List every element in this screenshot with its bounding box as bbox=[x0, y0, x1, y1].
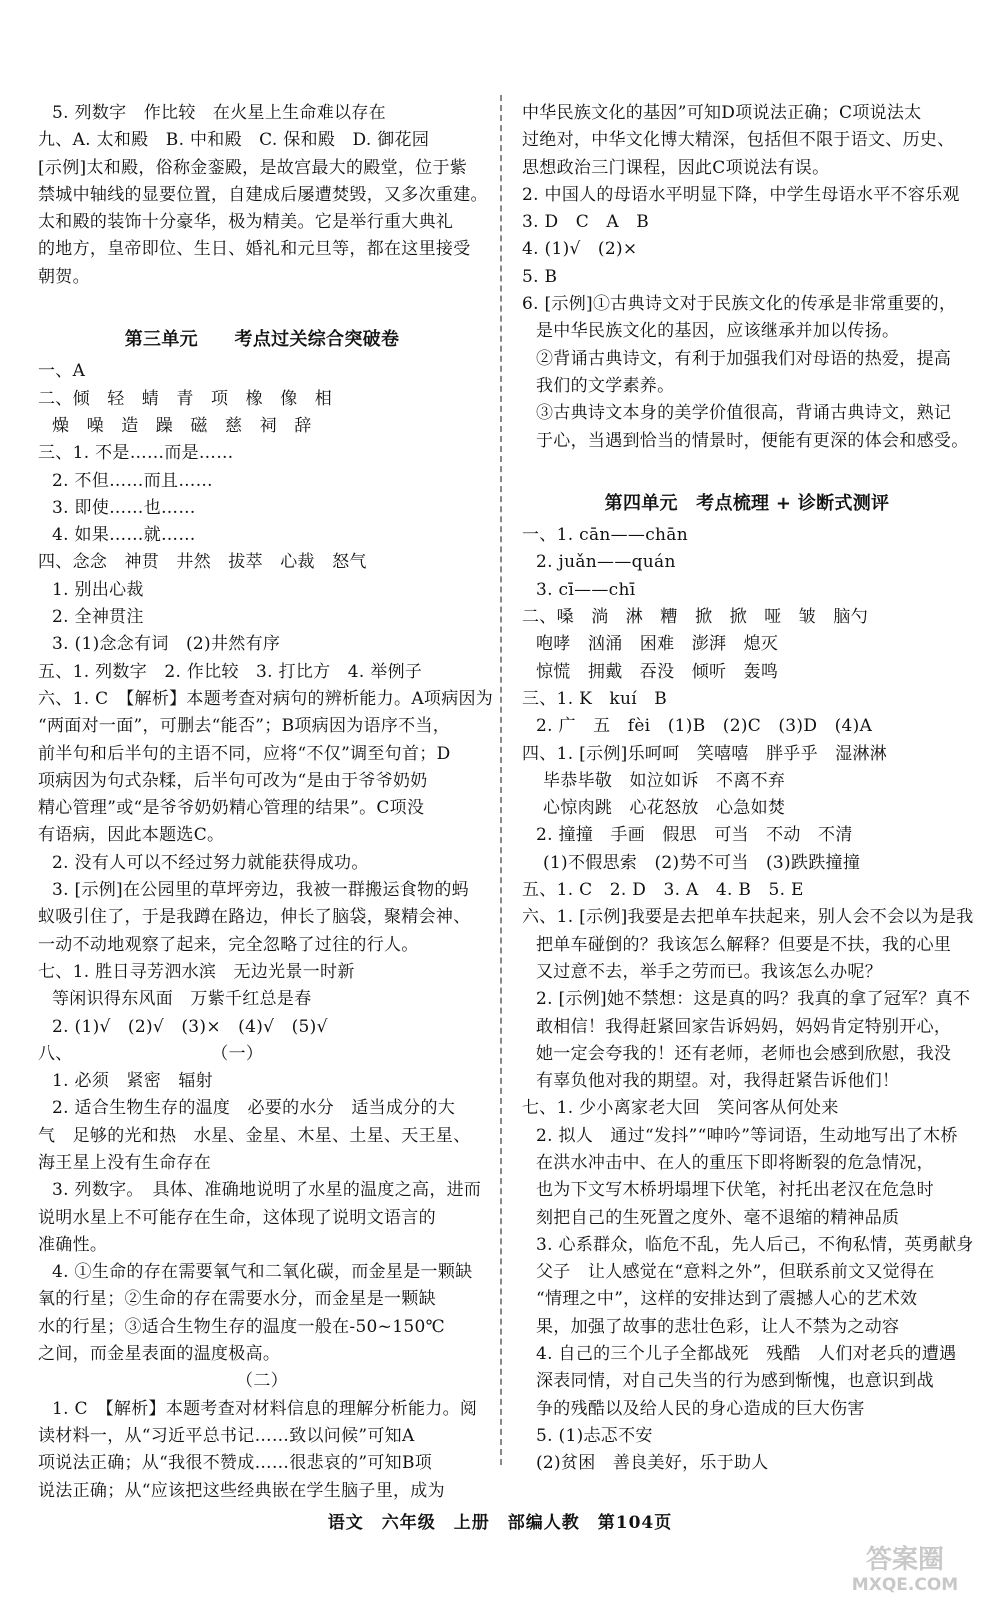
answer-line: 有辜负他对我的期望。对，我得赶紧告诉他们！ bbox=[536, 1071, 900, 1092]
answer-line: 把单车碰倒的？我该怎么解释？但要是不扶，我的心里 bbox=[536, 934, 952, 955]
answer-line: 六、1. [示例]我要是去把单车扶起来，别人会不会以为是我 bbox=[522, 907, 974, 928]
answer-line: 2. 拟人 通过“发抖”“呻吟”等词语，生动地写出了木桥 bbox=[536, 1125, 958, 1146]
answer-line: 也为下文写木桥坍塌埋下伏笔，衬托出老汉在危急时 bbox=[536, 1180, 934, 1201]
answer-line: 之间，而金星表面的温度极高。 bbox=[38, 1344, 281, 1365]
answer-line: 海王星上没有生命存在 bbox=[38, 1152, 211, 1173]
answer-line: “两面对一面”，可删去“能否”；B项病因为语序不当， bbox=[38, 716, 451, 737]
answer-line: 2. 没有人可以不经过努力就能获得成功。 bbox=[52, 852, 369, 873]
answer-line: 准确性。 bbox=[38, 1234, 108, 1255]
answer-line: 深表同情，对自己失当的行为感到惭愧，也意识到战 bbox=[536, 1371, 934, 1392]
answer-line: (1)不假思索 (2)势不可当 (3)跌跌撞撞 bbox=[543, 852, 861, 873]
answer-line: 3. (1)念念有词 (2)井然有序 bbox=[52, 634, 281, 655]
answer-line: 三、1. 不是……而是…… bbox=[38, 443, 234, 464]
answer-line: 七、1. 胜日寻芳泗水滨 无边光景一时新 bbox=[38, 961, 355, 982]
answer-line: 我们的文学素养。 bbox=[536, 375, 675, 396]
answer-line bbox=[522, 455, 972, 482]
answer-line: ②背诵古典诗文，有利于加强我们对母语的热爱，提高 bbox=[536, 348, 952, 369]
answer-line: 的地方，皇帝即位、生日、婚礼和元旦等，都在这里接受 bbox=[38, 239, 471, 260]
answer-line: 2. 适合生物生存的温度 必要的水分 适当成分的大 bbox=[52, 1098, 456, 1119]
answer-line: 3. 即使……也…… bbox=[52, 497, 196, 518]
answer-line: 5. 列数字 作比较 在火星上生命难以存在 bbox=[52, 103, 386, 123]
answer-line: 1. C 【解析】本题考查对材料信息的理解分析能力。阅 bbox=[52, 1398, 478, 1419]
answer-line: 4. (1)√ (2)× bbox=[522, 239, 638, 260]
answer-line: 五、1. C 2. D 3. A 4. B 5. E bbox=[522, 880, 804, 901]
watermark-logo bbox=[830, 1540, 980, 1595]
answer-line: 太和殿的装饰十分豪华，极为精美。它是举行重大典礼 bbox=[38, 212, 454, 233]
page-footer: 语文 六年级 上册 部编人教 第104页 bbox=[327, 1513, 673, 1533]
left-column bbox=[38, 100, 494, 1505]
answer-line: 6. [示例]①古典诗文对于民族文化的传承是非常重要的， bbox=[522, 294, 957, 315]
answer-line: 七、1. 少小离家老大回 笑问客从何处来 bbox=[522, 1098, 839, 1119]
answer-line: 5. (1)忐忑不安 bbox=[536, 1425, 653, 1446]
column-divider bbox=[500, 95, 502, 1465]
answer-line: 九、A. 太和殿 B. 中和殿 C. 保和殿 D. 御花园 bbox=[38, 130, 430, 151]
answer-line: 禁城中轴线的显要位置，自建成后屡遭焚毁，又多次重建。 bbox=[38, 184, 488, 205]
answer-line: 心惊肉跳 心花怒放 心急如焚 bbox=[543, 798, 786, 819]
answer-line: 一、A bbox=[38, 361, 86, 382]
answer-line: 前半句和后半句的主语不同，应将“不仅”调至句首；D bbox=[38, 743, 451, 764]
answer-line: 说法正确；从“应该把这些经典嵌在学生脑子里，成为 bbox=[38, 1480, 445, 1501]
answer-line: 蚁吸引住了，于是我蹲在路边，伸长了脑袋，聚精会神、 bbox=[38, 907, 471, 928]
answer-line: 四、1. [示例]乐呵呵 笑嘻嘻 胖乎乎 湿淋淋 bbox=[522, 743, 888, 764]
answer-line: 等闲识得东风面 万紫千红总是春 bbox=[52, 989, 312, 1010]
answer-line: 气 足够的光和热 水星、金星、木星、土星、天王星、 bbox=[38, 1125, 471, 1146]
answer-line: 一动不动地观察了起来，完全忽略了过往的行人。 bbox=[38, 934, 419, 955]
answer-line: 项病因为句式杂糅，后半句可改为“是由于爷爷奶奶 bbox=[38, 770, 428, 791]
answer-line: 四、念念 神贯 井然 拔萃 心裁 怒气 bbox=[38, 552, 367, 573]
answer-line: 1. 必须 紧密 辐射 bbox=[52, 1071, 213, 1092]
answer-line: 2. 全神贯注 bbox=[52, 607, 144, 628]
answer-line: 中华民族文化的基因”可知D项说法正确；C项说法太 bbox=[522, 103, 922, 123]
answer-line: 有语病，因此本题选C。 bbox=[38, 825, 225, 846]
section-heading: 第四单元 考点梳理 + 诊断式测评 bbox=[604, 493, 890, 515]
answer-line: 2. 中国人的母语水平明显下降，中学生母语水平不容乐观 bbox=[522, 184, 960, 205]
answer-line: 惊慌 拥戴 吞没 倾听 轰鸣 bbox=[536, 661, 779, 682]
answer-line: 说明水星上不可能存在生命，这体现了说明文语言的 bbox=[38, 1207, 436, 1228]
answer-line: 父子 让人感觉在“意料之外”，但联系前文又觉得在 bbox=[536, 1262, 935, 1283]
answer-line: 在洪水冲击中、在人的重压下即将断裂的危急情况， bbox=[536, 1152, 934, 1173]
answer-line: 4. ①生命的存在需要氧气和二氧化碳，而金星是一颗缺 bbox=[52, 1262, 473, 1283]
answer-line: 思想政治三门课程，因此C项说法有误。 bbox=[522, 157, 830, 178]
answer-line: 4. 自己的三个儿子全都战死 残酷 人们对老兵的遭遇 bbox=[536, 1344, 957, 1365]
answer-line: 朝贺。 bbox=[38, 266, 90, 287]
answer-line: 水的行星；③适合生物生存的温度一般在-50~150℃ bbox=[38, 1316, 445, 1337]
answer-line: 3. 列数字。 具体、准确地说明了水星的温度之高，进而 bbox=[52, 1180, 482, 1201]
answer-line: (2)贫困 善良美好，乐于助人 bbox=[536, 1453, 769, 1474]
answer-line: “情理之中”，这样的安排达到了震撼人心的艺术效 bbox=[536, 1289, 918, 1310]
answer-line: 敢相信！我得赶紧回家告诉妈妈，妈妈肯定特别开心， bbox=[536, 1016, 952, 1037]
answer-line: 氧的行星；②生命的存在需要水分，而金星是一颗缺 bbox=[38, 1289, 436, 1310]
section-heading: 第三单元 考点过关综合突破卷 bbox=[124, 329, 400, 351]
answer-line: 4. 如果……就…… bbox=[52, 525, 196, 546]
answer-line: 果，加强了故事的悲壮色彩，让人不禁为之动容 bbox=[536, 1316, 900, 1337]
answer-line: 二、倾 轻 蜻 青 项 橡 像 相 bbox=[38, 388, 333, 409]
answer-line: 3. 心系群众，临危不乱，先人后己，不徇私情，英勇献身 bbox=[536, 1234, 974, 1255]
answer-line: 又过意不去，举手之劳而已。我该怎么办呢？ bbox=[536, 961, 882, 982]
answer-line: 六、1. C 【解析】本题考查对病句的辨析能力。A项病因为 bbox=[38, 688, 494, 709]
answer-line: 2. juǎn——quán bbox=[536, 552, 676, 573]
answer-line: [示例]太和殿，俗称金銮殿，是故宫最大的殿堂，位于紫 bbox=[38, 157, 468, 178]
watermark-url: MXQE.COM bbox=[851, 1575, 959, 1595]
answer-line: 二、嗓 淌 淋 糟 掀 掀 哑 皱 脑勺 bbox=[522, 607, 868, 628]
answer-line: 三、1. K kuí B bbox=[522, 688, 668, 709]
answer-line: 她一定会夸我的！还有老师，老师也会感到欣慰，我没 bbox=[536, 1043, 952, 1064]
answer-line: 毕恭毕敬 如泣如诉 不离不弃 bbox=[543, 770, 786, 791]
answer-line: 读材料一，从“习近平总书记……致以问候”可知A bbox=[38, 1425, 415, 1446]
answer-line: 五、1. 列数字 2. 作比较 3. 打比方 4. 举例子 bbox=[38, 661, 423, 682]
answer-line: ③古典诗文本身的美学价值很高，背诵古典诗文，熟记 bbox=[536, 403, 952, 424]
answer-line: 刻把自己的生死置之度外、毫不退缩的精神品质 bbox=[536, 1207, 900, 1228]
answer-line: 一、1. cān——chān bbox=[522, 525, 688, 546]
answer-line: 八、 （一） bbox=[38, 1043, 264, 1064]
answer-line: 2. (1)√ (2)√ (3)× (4)√ (5)√ bbox=[52, 1016, 328, 1037]
answer-line: 1. 别出心裁 bbox=[52, 579, 144, 600]
answer-line: 2. 撞撞 手画 假思 可当 不动 不清 bbox=[536, 825, 853, 846]
right-column bbox=[522, 100, 972, 1478]
answer-line: 2. 不但……而且…… bbox=[52, 470, 213, 491]
answer-line: 咆哮 汹涌 困难 澎湃 熄灭 bbox=[536, 634, 779, 655]
answer-line: 3. [示例]在公园里的草坪旁边，我被一群搬运食物的蚂 bbox=[52, 880, 469, 901]
answer-line: 争的残酷以及给人民的身心造成的巨大伤害 bbox=[536, 1398, 865, 1419]
answer-line: 过绝对，中华文化博大精深，包括但不限于语文、历史、 bbox=[522, 130, 955, 151]
answer-line bbox=[38, 291, 486, 318]
answer-line: 项说法正确；从“我很不赞成……很悲哀的”可知B项 bbox=[38, 1453, 433, 1474]
answer-line: 精心管理”或“是爷爷奶奶精心管理的结果”。C项没 bbox=[38, 798, 425, 819]
answer-line: 2. [示例]她不禁想：这是真的吗？我真的拿了冠军？真不 bbox=[536, 989, 971, 1010]
answer-line: 3. cī——chī bbox=[536, 579, 636, 600]
answer-line: 3. D C A B bbox=[522, 212, 650, 233]
watermark-title: 答案圈 bbox=[865, 1545, 945, 1575]
subsection-marker: （二） bbox=[236, 1371, 288, 1392]
answer-line: 2. 广 五 fèi (1)B (2)C (3)D (4)A bbox=[536, 716, 873, 737]
answer-line: 燥 噪 造 躁 磁 慈 祠 辞 bbox=[52, 415, 312, 436]
answer-line: 于心，当遇到恰当的情景时，便能有更深的体会和感受。 bbox=[536, 430, 969, 451]
answer-line: 是中华民族文化的基因，应该继承并加以传扬。 bbox=[536, 321, 900, 342]
answer-line: 5. B bbox=[522, 266, 558, 287]
